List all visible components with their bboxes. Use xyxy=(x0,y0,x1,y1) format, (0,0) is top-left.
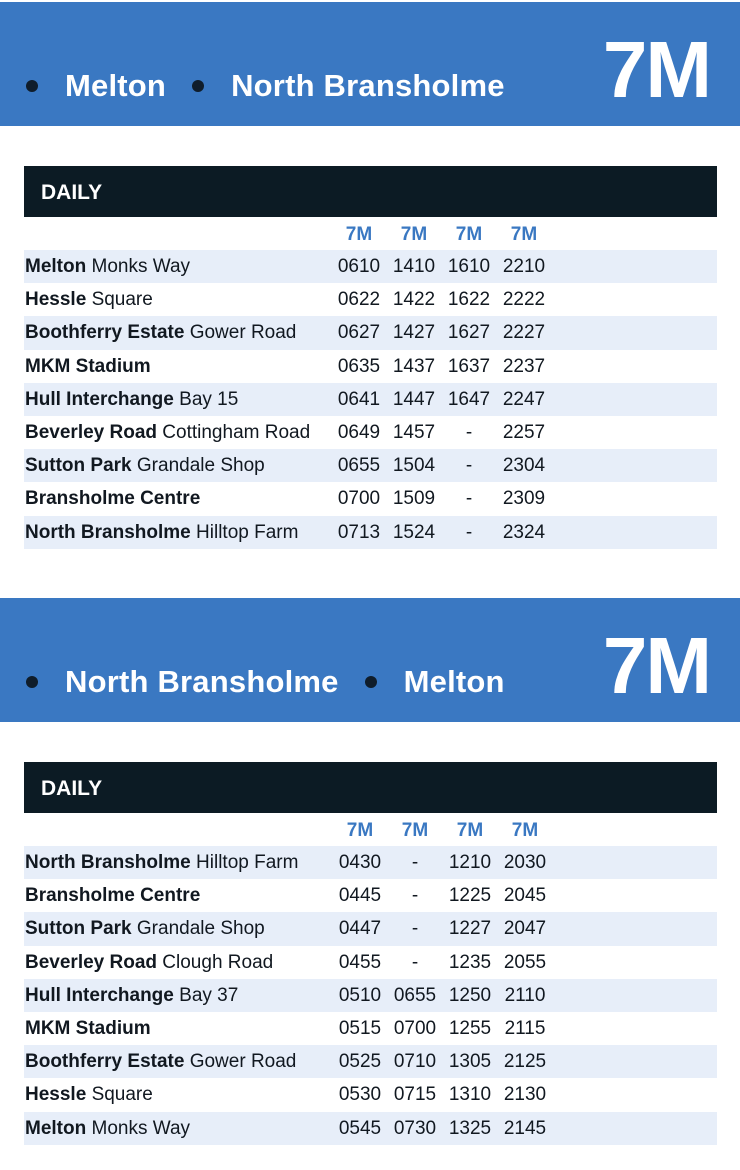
departure-time: 0530 xyxy=(338,1084,382,1106)
departure-time: 1447 xyxy=(392,388,436,410)
column-header: 7M xyxy=(510,224,538,245)
stop-detail: Hilltop Farm xyxy=(196,852,299,873)
route-number: 7M xyxy=(602,621,710,710)
departure-time: - xyxy=(465,521,473,543)
departure-time: 1310 xyxy=(448,1084,492,1106)
route-stops xyxy=(26,664,531,700)
departure-time: 1410 xyxy=(392,256,436,277)
stop-detail: Monks Way xyxy=(91,256,191,277)
bullet-dot-icon xyxy=(26,676,38,688)
column-header: 7M xyxy=(401,820,429,841)
departure-time: 0635 xyxy=(337,355,381,377)
stop-name-cell xyxy=(25,912,265,945)
departure-time: 0641 xyxy=(337,388,381,410)
departure-time: - xyxy=(411,852,419,873)
stop-name-cell xyxy=(25,316,296,349)
column-header: 7M xyxy=(455,224,483,245)
departure-time: 2125 xyxy=(503,1051,547,1073)
departure-time: 0715 xyxy=(393,1084,437,1106)
departure-time: 0730 xyxy=(393,1117,437,1139)
table-row xyxy=(24,283,717,316)
departure-time: 2222 xyxy=(502,289,546,311)
departure-time: 1250 xyxy=(448,984,492,1006)
departure-time: 2247 xyxy=(502,388,546,410)
table-row xyxy=(24,350,717,383)
stop-name-cell xyxy=(25,879,200,912)
departure-time: 2045 xyxy=(503,885,547,907)
table-row xyxy=(24,416,717,449)
departure-time: 1509 xyxy=(392,488,436,510)
table-row xyxy=(24,846,717,879)
departure-time: - xyxy=(465,421,473,443)
stop-detail: Clough Road xyxy=(162,951,274,973)
stop-name: Boothferry Estate xyxy=(25,1051,185,1073)
departure-time: 2055 xyxy=(503,951,547,973)
departure-time: 2304 xyxy=(502,455,546,477)
column-header: 7M xyxy=(345,224,373,245)
stop-name: Boothferry Estate xyxy=(25,322,185,344)
departure-time: 2324 xyxy=(502,521,546,543)
stop-name: North Bransholme xyxy=(25,852,191,873)
schedule-day-header: DAILY xyxy=(24,166,717,217)
departure-time: 1422 xyxy=(392,289,436,311)
stop-name: Beverley Road xyxy=(25,951,158,973)
route-origin: North Bransholme xyxy=(65,664,339,699)
departure-time: 0610 xyxy=(337,256,381,277)
departure-time: - xyxy=(411,918,419,940)
stop-detail: Monks Way xyxy=(91,1117,191,1139)
stop-name: Melton xyxy=(25,256,87,277)
stop-name-cell xyxy=(25,283,153,316)
departure-time: 0649 xyxy=(337,421,381,443)
departure-time: 0445 xyxy=(338,885,382,907)
departure-time: - xyxy=(465,488,473,510)
stop-name-cell xyxy=(25,1045,296,1078)
departure-time: 1255 xyxy=(448,1017,492,1039)
stop-name: Melton xyxy=(25,1117,87,1139)
schedule-day-header: DAILY xyxy=(24,762,717,813)
bullet-dot-icon xyxy=(26,80,38,92)
stop-detail: Square xyxy=(91,289,153,311)
departure-time: 2115 xyxy=(504,1017,546,1039)
departure-time: 0515 xyxy=(338,1017,382,1039)
stop-name-cell xyxy=(25,1078,153,1111)
departure-time: 1647 xyxy=(447,388,491,410)
table-row xyxy=(24,979,717,1012)
departure-time: 0700 xyxy=(337,488,381,510)
table-row xyxy=(24,482,717,515)
column-header: 7M xyxy=(456,820,484,841)
stop-name: Bransholme Centre xyxy=(25,885,201,907)
stop-name: Sutton Park xyxy=(25,918,132,940)
departure-time: 0622 xyxy=(337,289,381,311)
departure-time: 1504 xyxy=(392,455,436,477)
departure-time: 0525 xyxy=(338,1051,382,1073)
timetable-outbound xyxy=(24,217,717,549)
stop-detail: Gower Road xyxy=(189,1051,297,1073)
departure-time: 1637 xyxy=(447,355,491,377)
stop-name-cell xyxy=(25,383,238,416)
departure-time: 1325 xyxy=(448,1117,492,1139)
departure-time: 1524 xyxy=(392,521,436,543)
column-headers xyxy=(24,813,717,846)
stop-name-cell xyxy=(25,350,151,383)
departure-time: 1627 xyxy=(447,322,491,344)
stop-name: Hull Interchange xyxy=(25,984,174,1006)
route-number: 7M xyxy=(602,25,710,114)
stop-name-cell xyxy=(25,449,265,482)
stop-name: Hessle xyxy=(25,1084,87,1106)
departure-time: 2227 xyxy=(502,322,546,344)
column-headers xyxy=(24,217,717,250)
departure-time: 0455 xyxy=(338,951,382,973)
departure-time: 2130 xyxy=(503,1084,547,1106)
departure-time: 0655 xyxy=(393,984,437,1006)
table-row xyxy=(24,946,717,979)
stop-name-cell xyxy=(25,846,298,879)
stop-detail: Gower Road xyxy=(189,322,297,344)
stop-name-cell xyxy=(25,482,200,515)
departure-time: 0627 xyxy=(337,322,381,344)
stop-name-cell xyxy=(25,416,310,449)
table-row xyxy=(24,449,717,482)
departure-time: 2309 xyxy=(502,488,546,510)
table-row xyxy=(24,250,717,283)
departure-time: 0510 xyxy=(338,984,382,1006)
stop-name: Sutton Park xyxy=(25,455,132,477)
departure-time: 0700 xyxy=(393,1017,437,1039)
stop-name: MKM Stadium xyxy=(25,355,151,377)
table-row xyxy=(24,912,717,945)
stop-name-cell xyxy=(25,1112,190,1145)
column-header: 7M xyxy=(400,224,428,245)
table-row xyxy=(24,879,717,912)
departure-time: - xyxy=(411,885,419,907)
stop-name-cell xyxy=(25,1012,151,1045)
stop-detail: Square xyxy=(91,1084,153,1106)
table-row xyxy=(24,1078,717,1111)
route-stops xyxy=(26,68,531,104)
departure-time: 1227 xyxy=(448,918,492,940)
table-row xyxy=(24,1045,717,1078)
stop-detail: Bay 37 xyxy=(179,984,239,1006)
stop-name-cell xyxy=(25,250,190,283)
stop-name-cell xyxy=(25,516,298,549)
timetable-inbound xyxy=(24,813,717,1145)
departure-time: 1457 xyxy=(392,421,436,443)
route-destination: North Bransholme xyxy=(231,68,505,103)
stop-detail: Bay 15 xyxy=(179,388,239,410)
departure-time: - xyxy=(465,455,473,477)
departure-time: 2110 xyxy=(504,984,546,1006)
stop-name: Bransholme Centre xyxy=(25,488,201,510)
stop-name: North Bransholme xyxy=(25,521,191,543)
table-row xyxy=(24,1012,717,1045)
departure-time: 2257 xyxy=(502,421,546,443)
stop-name: Hull Interchange xyxy=(25,388,174,410)
stop-name-cell xyxy=(25,979,238,1012)
stop-detail: Cottingham Road xyxy=(162,421,311,443)
departure-time: 1610 xyxy=(447,256,491,277)
departure-time: 1305 xyxy=(448,1051,492,1073)
bullet-dot-icon xyxy=(365,676,377,688)
departure-time: 0447 xyxy=(338,918,382,940)
column-header: 7M xyxy=(346,820,374,841)
departure-time: 0430 xyxy=(338,852,382,873)
table-row xyxy=(24,516,717,549)
route-banner-outbound xyxy=(0,2,740,126)
column-header: 7M xyxy=(511,820,539,841)
departure-time: 1225 xyxy=(448,885,492,907)
departure-time: 2030 xyxy=(503,852,547,873)
departure-time: 0710 xyxy=(393,1051,437,1073)
departure-time: 1622 xyxy=(447,289,491,311)
table-row xyxy=(24,1112,717,1145)
stop-name: MKM Stadium xyxy=(25,1017,151,1039)
stop-name: Beverley Road xyxy=(25,421,158,443)
departure-time: 0545 xyxy=(338,1117,382,1139)
stop-name: Hessle xyxy=(25,289,87,311)
departure-time: 2210 xyxy=(502,256,546,277)
departure-time: 2145 xyxy=(503,1117,547,1139)
departure-time: 0713 xyxy=(337,521,381,543)
departure-time: 2047 xyxy=(503,918,547,940)
route-destination: Melton xyxy=(403,664,505,699)
route-origin: Melton xyxy=(65,68,167,103)
departure-time: 0655 xyxy=(337,455,381,477)
departure-time: - xyxy=(411,951,419,973)
stop-name-cell xyxy=(25,946,273,979)
departure-time: 1437 xyxy=(392,355,436,377)
bullet-dot-icon xyxy=(192,80,204,92)
table-row xyxy=(24,383,717,416)
departure-time: 1235 xyxy=(448,951,492,973)
table-row xyxy=(24,316,717,349)
departure-time: 1210 xyxy=(448,852,492,873)
route-banner-inbound xyxy=(0,598,740,722)
stop-detail: Grandale Shop xyxy=(136,918,265,940)
departure-time: 2237 xyxy=(502,355,546,377)
stop-detail: Grandale Shop xyxy=(136,455,265,477)
stop-detail: Hilltop Farm xyxy=(196,521,299,543)
departure-time: 1427 xyxy=(392,322,436,344)
